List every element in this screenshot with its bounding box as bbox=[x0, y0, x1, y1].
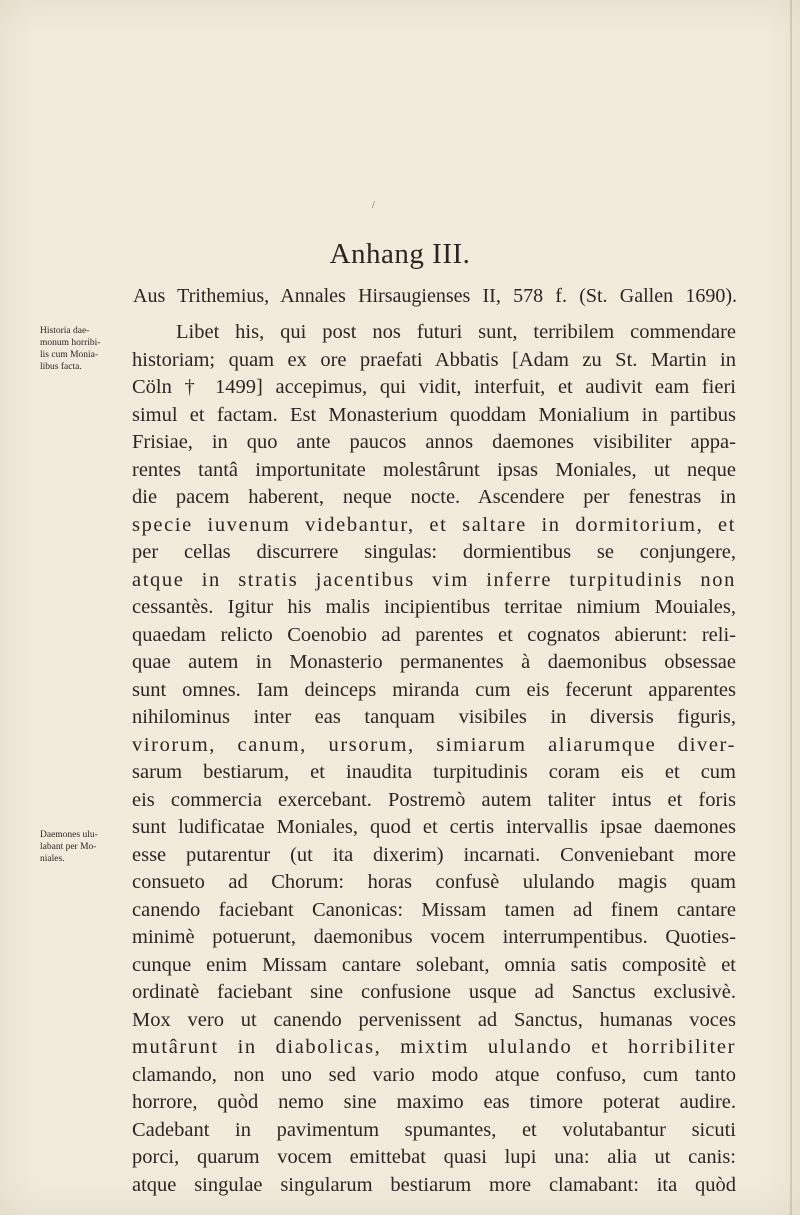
text-line: specie iuvenum videbantur, et saltare in dormitorium, et bbox=[132, 513, 736, 536]
text-line: die pacem haberent, neque nocte. Ascendere per fenestras in bbox=[132, 486, 736, 508]
text-line: sunt omnes. Iam deinceps miranda cum eis fecerunt apparentes bbox=[132, 678, 736, 701]
text-line: Frisiae, in quo ante paucos annos daemones visibiliter appa- bbox=[132, 431, 736, 453]
stray-mark: / bbox=[372, 200, 375, 211]
page-title: Anhang III. bbox=[329, 238, 471, 270]
text-line: horrore, quòd nemo sine maximo eas timore poterat audire. bbox=[132, 1091, 736, 1113]
text-line: per cellas discurrere singulas: dormientibus se conjungere, bbox=[132, 541, 736, 563]
text-line: Cadebant in pavimentum spumantes, et volutabantur sicuti bbox=[132, 1118, 736, 1141]
text-line: historiam; quam ex ore praefati Abbatis [Adam zu St. Martin in bbox=[132, 348, 736, 371]
text-line: ordinatè faciebant sine confusione usque ad Sanctus exclusivè. bbox=[132, 981, 736, 1003]
text-line: Mox vero ut canendo pervenissent ad Sanctus, humanas voces bbox=[132, 1008, 736, 1031]
text-line: simul et factam. Est Monasterium quoddam Monialium in partibus bbox=[132, 403, 736, 426]
page-fold bbox=[790, 0, 792, 1215]
text-line: porci, quarum vocem emittebat quasi lupi una: alia ut canis: bbox=[132, 1146, 736, 1168]
text-line: consueto ad Chorum: horas confusè ululando magis quam bbox=[132, 871, 736, 893]
text-line: atque singulae singularum bestiarum more clamabant: ita quòd bbox=[132, 1173, 736, 1196]
text-line: nihilominus inter eas tanquam visibiles in diversis figuris, bbox=[132, 706, 736, 728]
text-line: atque in stratis jacentibus vim inferre turpitudinis non bbox=[132, 568, 736, 591]
margin-note-line: labant per Mo- bbox=[40, 842, 97, 852]
margin-note-line: monum horribi- bbox=[40, 338, 101, 348]
text-line: quae autem in Monasterio permanentes à daemonibus obsessae bbox=[132, 651, 736, 673]
margin-note-line: Daemones ulu- bbox=[40, 830, 98, 840]
text-line: Cöln † 1499] accepimus, qui vidit, interfuit, et audivit eam fieri bbox=[132, 376, 736, 398]
text-line: esse putarentur (ut ita dixerim) incarnati. Conveniebant more bbox=[132, 843, 736, 866]
text-line: cunque enim Missam cantare solebant, omnia satis compositè et bbox=[132, 953, 736, 976]
text-line: virorum, canum, ursorum, simiarum aliarumque diver- bbox=[132, 733, 736, 756]
text-line: eis commercia exercebant. Postremò autem taliter intus et foris bbox=[132, 788, 736, 811]
text-line: sarum bestiarum, et inaudita turpitudinis coram eis et cum bbox=[132, 761, 736, 783]
text-line: mutârunt in diabolicas, mixtim ululando et horribiliter bbox=[132, 1036, 736, 1058]
source-citation: Aus Trithemius, Annales Hirsaugienses II, 578 f. (St. Gallen 1690). bbox=[133, 285, 737, 307]
margin-note-line: libus facta. bbox=[40, 362, 82, 372]
text-line: clamando, non uno sed vario modo atque confuso, cum tanto bbox=[132, 1063, 736, 1086]
text-line: sunt ludificatae Moniales, quod et certis intervallis ipsae daemones bbox=[132, 816, 736, 838]
text-line: rentes tantâ importunitate molestârunt ipsas Moniales, ut neque bbox=[132, 458, 736, 481]
text-line: Libet his, qui post nos futuri sunt, terribilem commendare bbox=[176, 321, 736, 343]
margin-note-line: lis cum Monia- bbox=[40, 350, 99, 360]
text-line: cessantès. Igitur his malis incipientibus territae nimium Mouiales, bbox=[132, 596, 736, 618]
text-line: quaedam relicto Coenobio ad parentes et cognatos abierunt: reli- bbox=[132, 623, 736, 646]
body-text bbox=[132, 319, 736, 1199]
text-line: minimè potuerunt, daemonibus vocem interrumpentibus. Quoties- bbox=[132, 926, 736, 948]
margin-note-line: Historia dae- bbox=[40, 326, 90, 336]
text-line: canendo faciebant Canonicas: Missam tamen ad finem cantare bbox=[132, 898, 736, 921]
margin-note-line: niales. bbox=[40, 854, 65, 864]
